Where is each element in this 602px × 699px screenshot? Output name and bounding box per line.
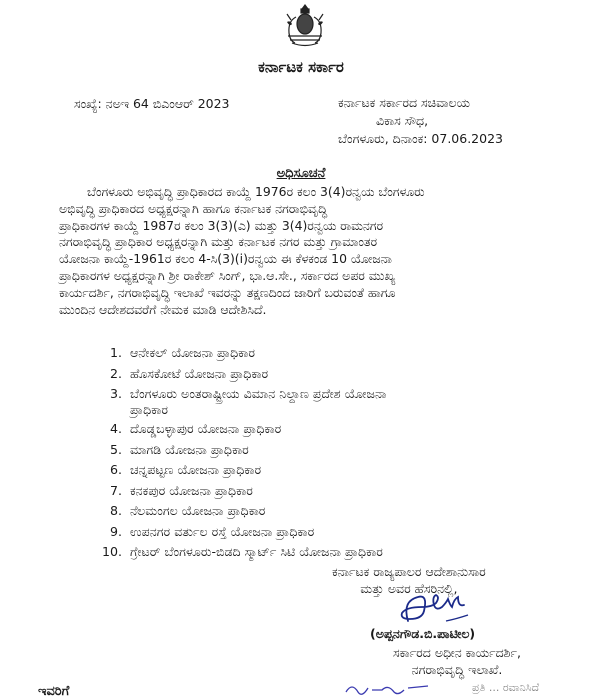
authority-name: ಚನ್ನಪಟ್ಟಣ ಯೋಜನಾ ಪ್ರಾಧಿಕಾರ — [130, 462, 262, 477]
list-number: 1. — [109, 345, 122, 360]
secretariat-building: ವಿಕಾಸ ಸೌಧ, — [376, 113, 429, 128]
authority-name: ಉಪನಗರ ವರ್ತುಲ ರಸ್ತೆ ಯೋಜನಾ ಪ್ರಾಧಿಕಾರ — [130, 523, 315, 539]
designation-line: ಸರ್ಕಾರದ ಅಧೀನ ಕಾರ್ಯದರ್ಶಿ, — [393, 645, 521, 660]
notification-heading: ಅಧಿಸೂಚನೆ — [276, 166, 326, 181]
authority-name: ಗ್ರೇಟರ್ ಬೆಂಗಳೂರು-ಬಿಡದಿ ಸ್ಮಾರ್ಟ್ ಸಿಟಿ ಯೋಜನಾ ಪ್ರಾಧಿಕಾರ — [130, 544, 383, 559]
list-number: 9. — [109, 523, 122, 539]
paragraph-line: ಕಾರ್ಯದರ್ಶಿ, ನಗರಾಭಿವೃದ್ಧಿ ಇಲಾಖೆ ಇವರನ್ನು ತಕ್ಷಣದಿಂದ ಜಾರಿಗೆ ಬರುವಂತೆ ಹಾಗೂ — [59, 284, 396, 300]
authority-name: ನೆಲಮಂಗಲ ಯೋಜನಾ ಪ್ರಾಧಿಕಾರ — [130, 503, 266, 518]
signatory-name: (ಅಪ್ಪನಗೌಡ.ಬಿ.ಪಾಟೀಲ) — [370, 626, 476, 641]
karnataka-state-emblem-icon — [282, 2, 328, 50]
government-title: ಕರ್ನಾಟಕ ಸರ್ಕಾರ — [258, 58, 344, 76]
list-number: 5. — [109, 441, 122, 457]
order-line: ಕರ್ನಾಟಕ ರಾಜ್ಯಪಾಲರ ಆದೇಶಾನುಸಾರ — [332, 564, 486, 579]
paragraph-line: ಪ್ರಾಧಿಕಾರಗಳ ಕಾಯ್ದೆ 1987ರ ಕಲಂ 3(3)(ಎ) ಮತ್ತು 3(4)ರನ್ವಯ ರಾಮನಗರ — [59, 217, 384, 233]
authorities-list — [100, 343, 540, 563]
list-number: 6. — [109, 462, 122, 477]
list-item — [100, 343, 540, 364]
handwritten-signature — [394, 591, 480, 627]
paragraph-line: ಬೆಂಗಳೂರು ಅಭಿವೃದ್ಧಿ ಪ್ರಾಧಿಕಾರದ ಕಾಯ್ದೆ 1976ರ ಕಲಂ 3(4)ರನ್ವಯ ಬೆಂಗಳೂರು — [87, 184, 425, 199]
list-item — [100, 481, 540, 502]
paragraph-line: ಮುಂದಿನ ಆದೇಶದವರೆಗೆ ನೇಮಕ ಮಾಡಿ ಆದೇಶಿಸಿದೆ. — [59, 301, 267, 317]
list-number: 3. — [109, 386, 122, 401]
secretariat-address — [338, 94, 503, 148]
paragraph-line: ಯೋಜನಾ ಕಾಯ್ದೆ-1961ರ ಕಲಂ 4-ಸಿ(3)(i)ರನ್ವಯ ಈ ಕೆಳಕಂಡ 10 ಯೋಜನಾ — [59, 251, 392, 267]
list-number: 7. — [109, 482, 122, 498]
list-item — [100, 522, 540, 543]
place-and-date: ಬೆಂಗಳೂರು, ದಿನಾಂಕ: 07.06.2023 — [338, 131, 503, 146]
authority-name: ಮಾಗಡಿ ಯೋಜನಾ ಪ್ರಾಧಿಕಾರ — [130, 441, 249, 457]
reference-number: ಸಂಖ್ಯೆ: ನಅಇ 64 ಬಿಎಂಆರ್ 2023 — [74, 96, 230, 111]
list-item — [100, 364, 540, 385]
department-line: ನಗರಾಭಿವೃದ್ಧಿ ಇಲಾಖೆ. — [411, 662, 503, 677]
notification-paragraph — [59, 184, 527, 318]
list-item — [100, 384, 540, 419]
list-item — [100, 460, 540, 481]
faint-footer-text: ಪ್ರತಿ ... ರವಾನಿಸಿದೆ — [472, 681, 540, 694]
secretariat-name: ಕರ್ನಾಟಕ ಸರ್ಕಾರದ ಸಚಿವಾಲಯ — [338, 95, 470, 110]
list-item — [100, 440, 540, 461]
list-number: 8. — [109, 503, 122, 518]
paragraph-line: ಪ್ರಾಧಿಕಾರಗಳ ಅಧ್ಯಕ್ಷರನ್ನಾಗಿ ಶ್ರೀ ರಾಕೇಶ್ ಸಿಂಗ್, ಭಾ.ಆ.ಸೇ., ಸರ್ಕಾರದ ಅಪರ ಮುಖ್ಯ — [59, 267, 396, 283]
copy-to-label: ಇವರಿಗೆ — [38, 684, 70, 699]
paragraph-line: ಅಭಿವೃದ್ಧಿ ಪ್ರಾಧಿಕಾರದ ಅಧ್ಯಕ್ಷರನ್ನಾಗಿ ಹಾಗೂ ಕರ್ನಾಟಕ ನಗರಾಭಿವೃದ್ಧಿ — [59, 200, 328, 216]
list-item — [100, 501, 540, 522]
authority-name: ಆನೇಕಲ್ ಯೋಜನಾ ಪ್ರಾಧಿಕಾರ — [130, 345, 256, 360]
list-item — [100, 542, 540, 563]
authority-name: ಹೊಸಕೋಟೆ ಯೋಜನಾ ಪ್ರಾಧಿಕಾರ — [130, 365, 269, 381]
signatory-designation — [362, 644, 552, 678]
order-line: ಮತ್ತು ಅವರ ಹೆಸರಿನಲ್ಲಿ, — [360, 581, 458, 596]
received-stamp — [342, 678, 462, 698]
list-number: 4. — [109, 421, 122, 436]
authority-name: ಬೆಂಗಳೂರು ಅಂತರಾಷ್ಟ್ರೀಯ ವಿಮಾನ ನಿಲ್ದಾಣ ಪ್ರದೇಶ ಯೋಜನಾ — [130, 386, 387, 401]
list-number: 10. — [101, 544, 122, 559]
list-item — [100, 419, 540, 440]
authority-name: ಕನಕಪುರ ಯೋಜನಾ ಪ್ರಾಧಿಕಾರ — [130, 482, 253, 498]
authority-name-continued: ಪ್ರಾಧಿಕಾರ — [130, 402, 168, 417]
authority-name: ದೊಡ್ಡಬಳ್ಳಾಪುರ ಯೋಜನಾ ಪ್ರಾಧಿಕಾರ — [130, 421, 282, 436]
list-number: 2. — [109, 365, 122, 381]
paragraph-line: ನಗರಾಭಿವೃದ್ಧಿ ಪ್ರಾಧಿಕಾರ ಅಧ್ಯಕ್ಷರನ್ನಾಗಿ ಮತ್ತು ಕರ್ನಾಟಕ ನಗರ ಮತ್ತು ಗ್ರಾಮಾಂತರ — [59, 234, 378, 250]
